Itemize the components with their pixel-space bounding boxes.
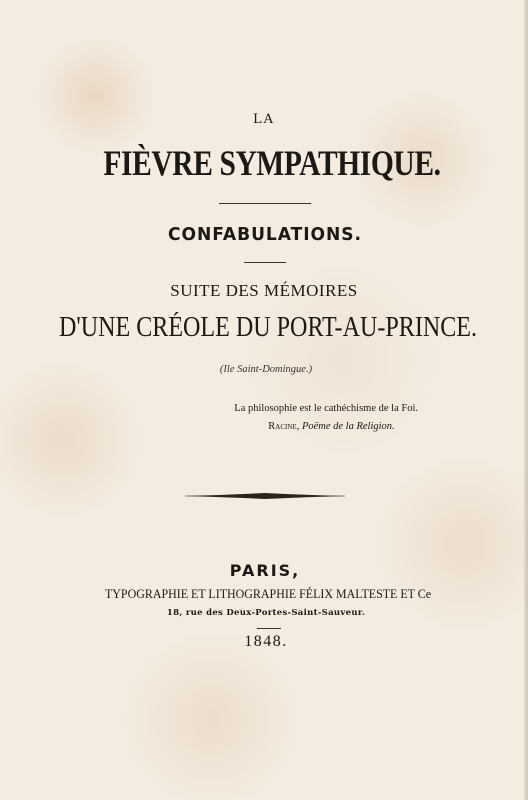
imprint-year: 1848. [244,633,288,650]
epigraph-work: Poëme de la Religion. [301,421,395,432]
ornamental-rule [183,490,347,502]
imprint-address: 18, rue des Deux-Portes-Saint-Sauveur. [166,608,366,618]
epigraph [234,400,418,436]
epigraph-text: La philosophie est le cathéchisme de la Foi. [234,403,418,414]
place-note: (Ile Saint-Domingue.) [219,364,313,375]
epigraph-author: Racine [268,421,297,432]
series-title: D'UNE CRÉOLE DU PORT-AU-PRINCE. [58,312,478,343]
title-article: LA [252,112,276,127]
imprint-rule [257,628,281,629]
imprint-publisher: TYPOGRAPHIE ET LITHOGRAPHIE FÉLIX MALTESTE ET Ce [104,586,431,601]
subtitle-rule [244,262,286,263]
title-rule [219,203,311,204]
epigraph-attribution: Racine, Poëme de la Religion. [268,421,395,432]
book-subtitle: CONFABULATIONS. [167,224,363,245]
series-line: SUITE DES MÉMOIRES [170,281,358,300]
imprint-city: PARIS, [229,561,301,580]
book-title: FIÈVRE SYMPATHIQUE. [103,143,441,183]
